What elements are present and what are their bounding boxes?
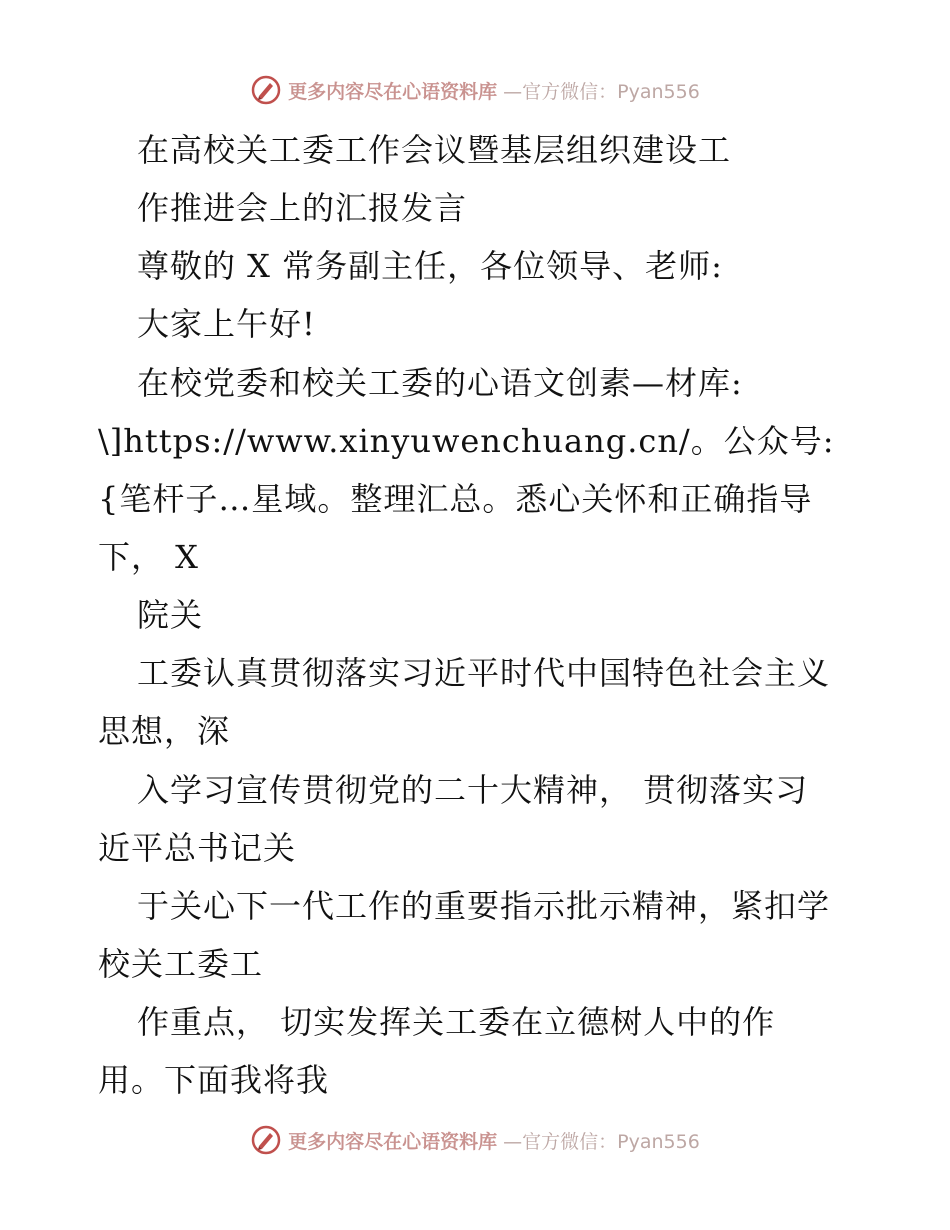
- text-line: 入学习宣传贯彻党的二十大精神， 贯彻落实习: [137, 771, 809, 809]
- text-line: 尊敬的 X 常务副主任，各位领导、老师:: [137, 247, 723, 285]
- text-line: 工委认真贯彻落实习近平时代中国特色社会主义: [137, 654, 831, 692]
- text-line: 作重点， 切实发挥关工委在立德树人中的作: [137, 1003, 776, 1041]
- text-line: 于关心下一代工作的重要指示批示精神，紧扣学: [137, 887, 831, 925]
- text-line: \]https://www.xinyuwenchuang.cn/。公众号:: [98, 422, 835, 460]
- pen-logo-icon: [250, 1124, 282, 1156]
- text-line: 作推进会上的汇报发言: [137, 189, 468, 227]
- pen-logo-icon: [250, 74, 282, 106]
- text-line: 在校党委和校关工委的心语文创素—材库:: [137, 364, 743, 402]
- header-banner: [0, 70, 950, 110]
- text-line: 院关: [137, 596, 204, 634]
- header-main-text: 更多内容尽在心语资料库: [288, 80, 498, 103]
- text-line: 用。下面我将我: [98, 1061, 330, 1099]
- header-sub-text: —官方微信：Pyan556: [503, 80, 700, 103]
- text-line: 在高校关工委工作会议暨基层组织建设工: [137, 131, 732, 169]
- text-line: {笔杆子…星域。整理汇总。悉心关怀和正确指导: [98, 480, 813, 518]
- footer-main-text: 更多内容尽在心语资料库: [288, 1130, 498, 1153]
- footer-sub-text: —官方微信：Pyan556: [503, 1130, 700, 1153]
- text-line: 思想，深: [98, 712, 231, 750]
- text-line: 近平总书记关: [98, 829, 297, 867]
- text-line: 大家上午好!: [137, 305, 316, 343]
- footer-banner: [0, 1120, 950, 1160]
- text-line: 校关工委工: [98, 945, 264, 983]
- text-line: 下， X: [98, 538, 199, 576]
